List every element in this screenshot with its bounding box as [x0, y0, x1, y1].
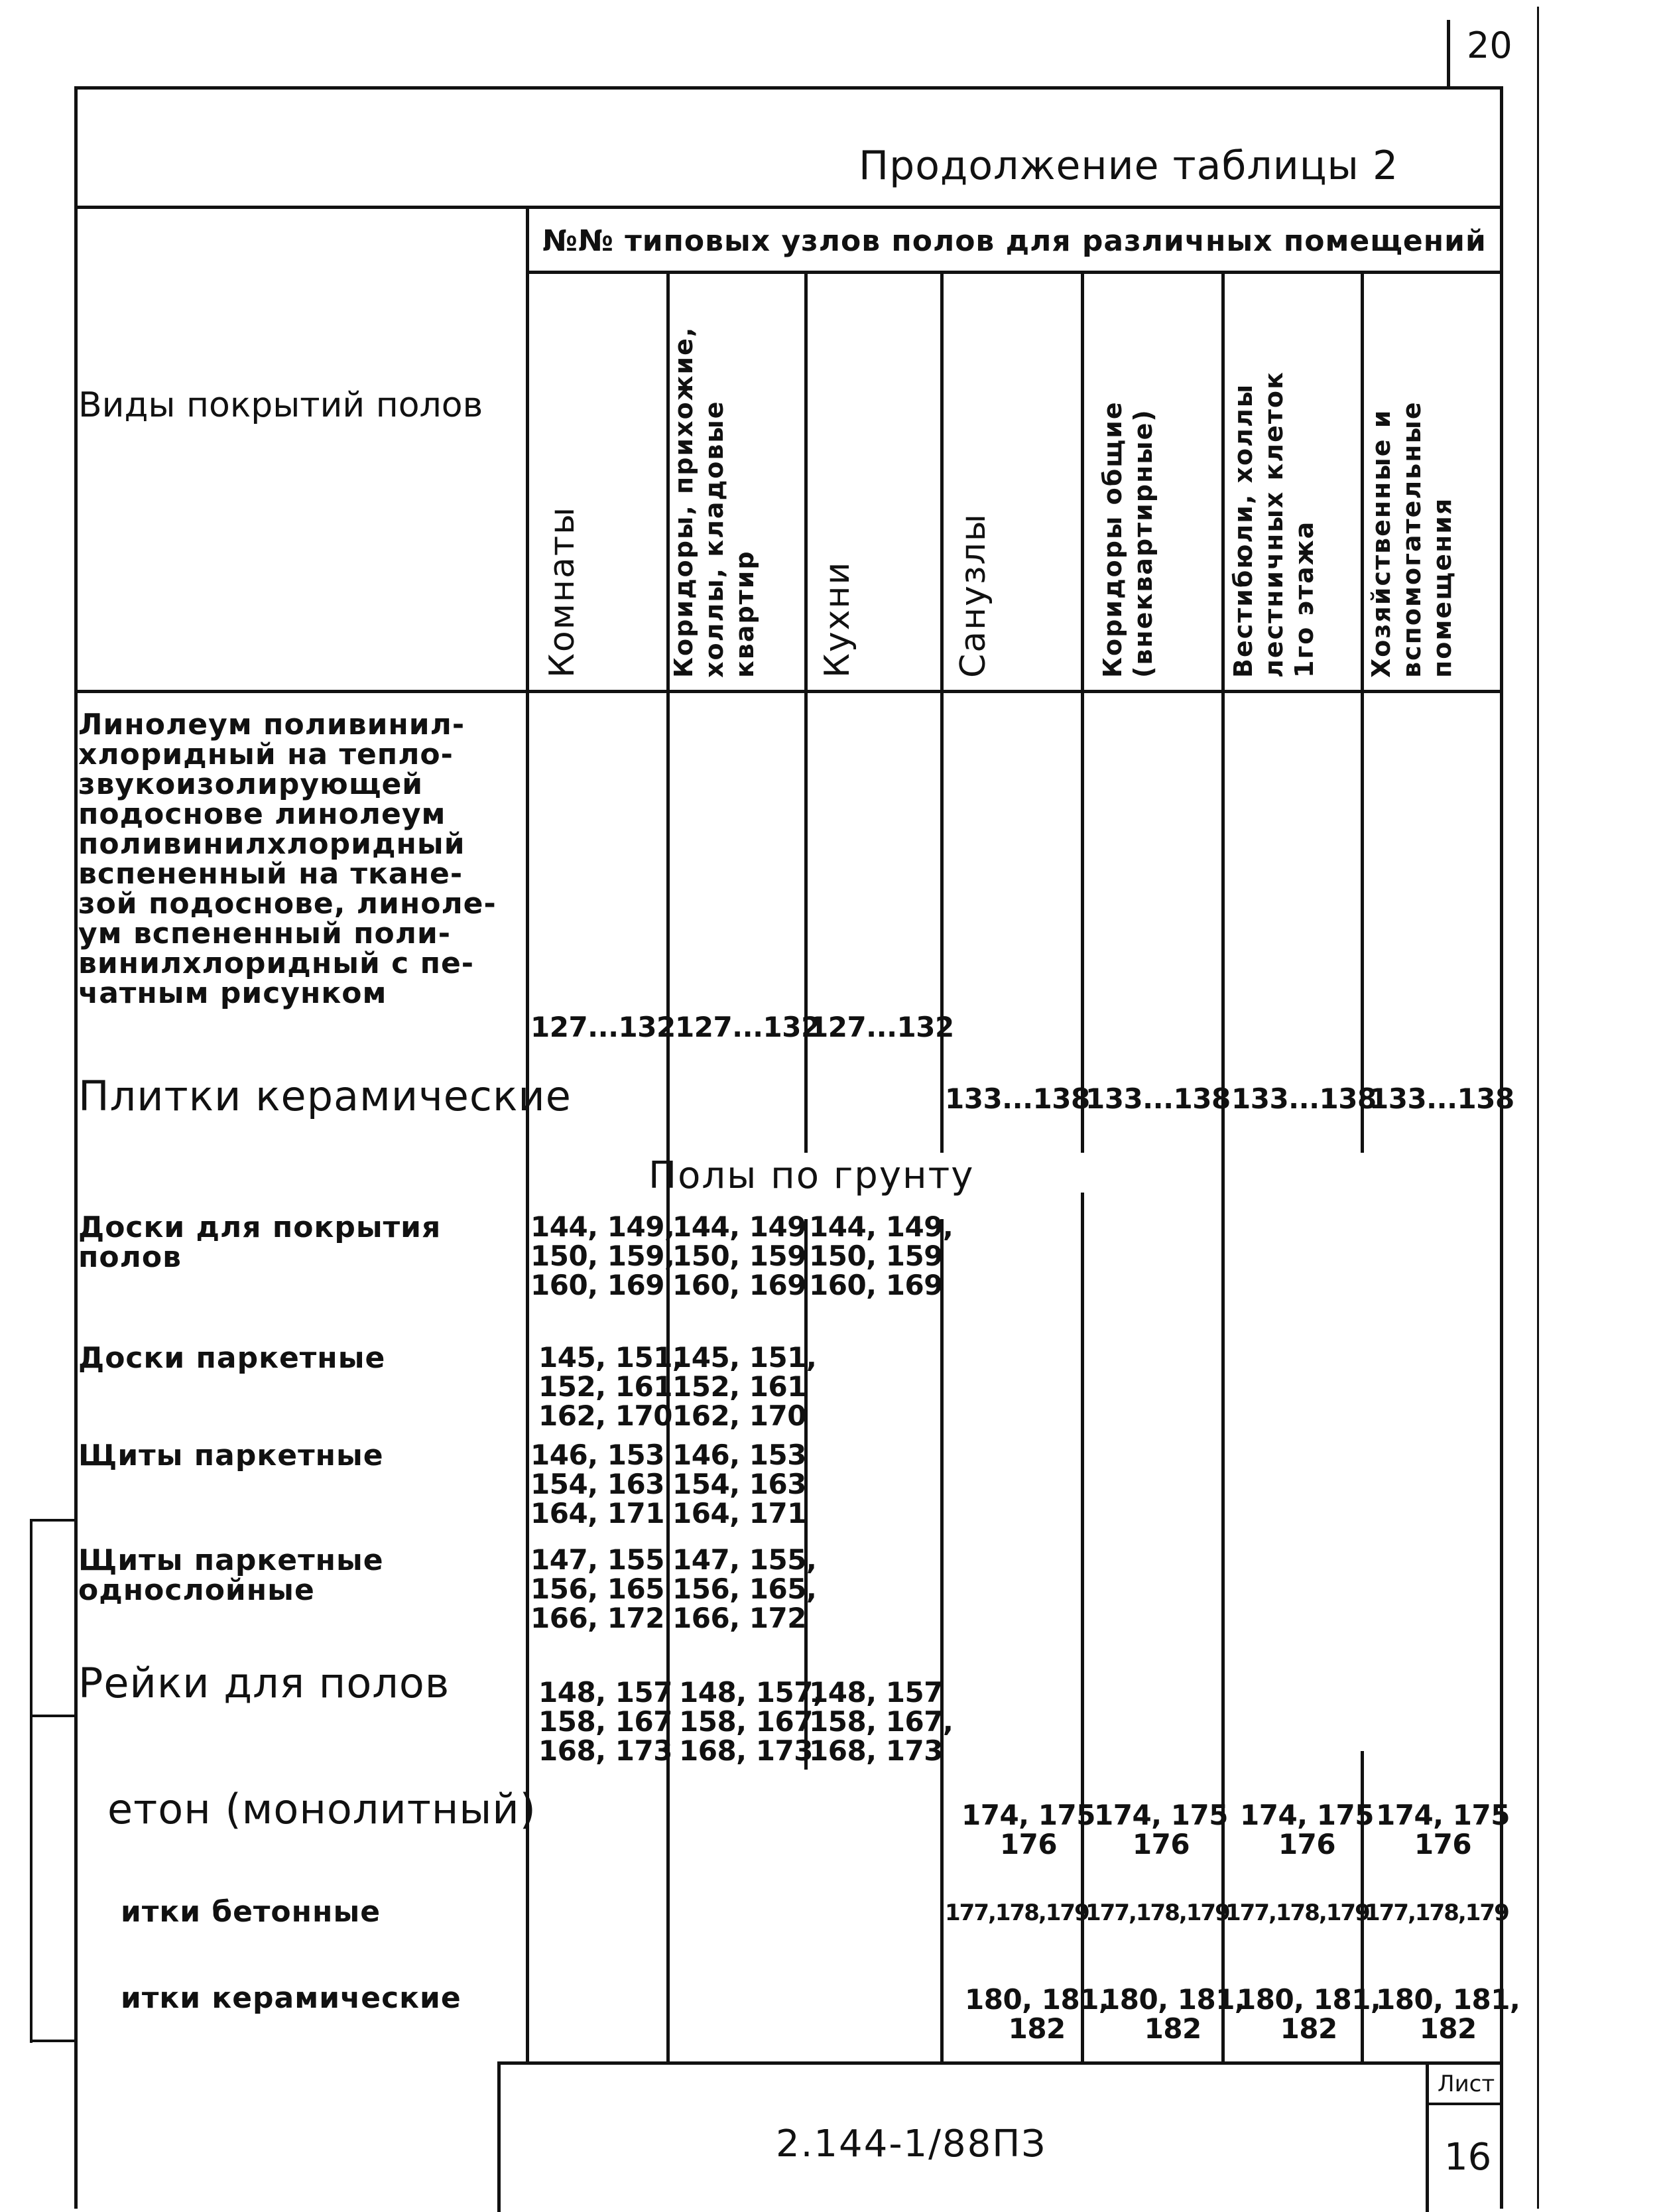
col-header-rooms: Комнаты [542, 505, 582, 678]
row-name-parquet-boards: Доски паркетные [78, 1341, 386, 1375]
cell-r0-c2: 127...132 [809, 1011, 954, 1043]
document-number: 2.144-1/88ПЗ [776, 2122, 1047, 2166]
cell-r2-c2: 144, 149, 150, 159 160, 169 [809, 1210, 954, 1301]
binding-mark-3 [30, 2040, 76, 2042]
frame-right-outer [1537, 7, 1539, 2209]
cell-r1-c6: 133...138 [1369, 1082, 1514, 1115]
row-name-floor-laths: Рейки для полов [78, 1659, 450, 1707]
cell-r7-c4: 174, 175 176 [1094, 1799, 1228, 1860]
binding-mark-2 [30, 1715, 76, 1717]
cell-r2-c1: 144, 149 150, 159 160, 169 [672, 1210, 806, 1301]
cell-r6-c2: 148, 157 158, 167, 168, 173 [809, 1676, 954, 1767]
cell-r9-c6: 180, 181, 182 [1376, 1983, 1520, 2045]
col-header-bathrooms: Санузлы [954, 513, 993, 678]
row-name-ceramic-tiles: Плитки керамические [78, 1072, 572, 1120]
title-bottom-border [74, 206, 1503, 209]
col-header-kitchens: Кухни [818, 560, 857, 678]
section-label: Полы по грунту [648, 1154, 975, 1197]
binding-mark-1 [30, 1519, 76, 1522]
col-header-utility: Хозяйственные и вспомогательные помещения [1367, 401, 1457, 678]
frame-right-inner [1500, 86, 1503, 2209]
row-name-single-layer-panels: Щиты паркетные однослойные [78, 1543, 384, 1607]
cell-r5-c1: 147, 155, 156, 165, 166, 172 [672, 1543, 817, 1634]
cell-r4-c1: 146, 153 154, 163 164, 171 [672, 1439, 806, 1529]
cell-r7-c6: 174, 175 176 [1376, 1799, 1510, 1860]
cell-r0-c1: 127...132 [675, 1011, 820, 1043]
cell-r3-c1: 145, 151, 152, 161 162, 170 [672, 1341, 817, 1432]
cell-r6-c0: 148, 157 158, 167 168, 173 [538, 1676, 672, 1767]
cell-r3-c0: 145, 151, 152, 161 162, 170 [538, 1341, 683, 1432]
cell-r7-c5: 174, 175 176 [1240, 1799, 1374, 1860]
cell-r0-c0: 127...132 [530, 1011, 676, 1043]
row-name-ceramic-tiles-ground: итки керамические [121, 1981, 462, 2015]
col-header-vestibules: Вестибюли, холлы лестничных клеток 1го этажа [1229, 371, 1319, 678]
col-divider-3-lower [940, 1219, 944, 2061]
sheet-box-divider [1426, 2103, 1503, 2105]
cell-r8-c4: 177,178,179 [1085, 1900, 1229, 1926]
cell-r7-c3: 174, 175 176 [961, 1799, 1095, 1860]
group-header-bottom-border [526, 271, 1503, 274]
table-left-border [74, 86, 78, 2209]
col-header-common-corridors: Коридоры общие (внеквартирные) [1098, 401, 1158, 678]
cell-r9-c5: 180, 181, 182 [1237, 1983, 1381, 2045]
cell-r8-c3: 177,178,179 [945, 1900, 1089, 1926]
title-block-left [497, 2061, 501, 2212]
sheet-number: 16 [1444, 2136, 1492, 2179]
title-block-top [497, 2061, 1503, 2065]
cell-r1-c4: 133...138 [1085, 1082, 1231, 1115]
group-header: №№ типовых узлов полов для различных помещений [542, 224, 1487, 258]
cell-r9-c3: 180, 181, 182 [965, 1983, 1109, 2045]
col-header-corridors: Коридоры, прихожие, холлы, кладовые квартир [669, 326, 759, 678]
col-divider-4 [1081, 271, 1084, 1153]
table-top-border [74, 86, 1503, 90]
cell-r8-c5: 177,178,179 [1225, 1900, 1369, 1926]
sheet-box-left [1426, 2061, 1429, 2212]
header-bottom-border [74, 690, 1503, 693]
page-number-divider [1447, 20, 1450, 86]
col-divider-5 [1221, 271, 1225, 2061]
cell-r5-c0: 147, 155 156, 165 166, 172 [530, 1543, 664, 1634]
sheet-label: Лист [1438, 2071, 1495, 2097]
binding-line [30, 1519, 32, 2043]
cell-r1-c3: 133...138 [945, 1082, 1090, 1115]
row-header: Виды покрытий полов [78, 385, 483, 425]
col-divider-0 [526, 206, 529, 2063]
cell-r1-c5: 133...138 [1231, 1082, 1377, 1115]
col-divider-4-lower [1081, 1193, 1084, 2061]
page-number: 20 [1467, 25, 1512, 66]
row-name-boards: Доски для покрытия полов [78, 1210, 442, 1274]
cell-r4-c0: 146, 153 154, 163 164, 171 [530, 1439, 664, 1529]
row-name-concrete-tiles: итки бетонные [121, 1895, 381, 1929]
col-divider-6 [1361, 271, 1364, 1153]
row-name-linoleum: Линолеум поливинил- хлоридный на тепло- звукоизолирующей подоснове линолеум поливинилхлоридный вспененный на ткане- зой подоснове, линоле- ум вспененный поли- винилхлоридный с пе- чатным рисунком [78, 708, 497, 1010]
cell-r6-c1: 148, 157, 158, 167 168, 173 [679, 1676, 824, 1767]
cell-r2-c0: 144, 149, 150, 159, 160, 169 [530, 1210, 675, 1301]
row-name-parquet-panels: Щиты паркетные [78, 1439, 384, 1472]
cell-r8-c6: 177,178,179 [1365, 1900, 1509, 1926]
cell-r9-c4: 180, 181, 182 [1101, 1983, 1245, 2045]
table-title: Продолжение таблицы 2 [859, 143, 1399, 189]
row-name-concrete: етон (монолитный) [107, 1785, 536, 1833]
